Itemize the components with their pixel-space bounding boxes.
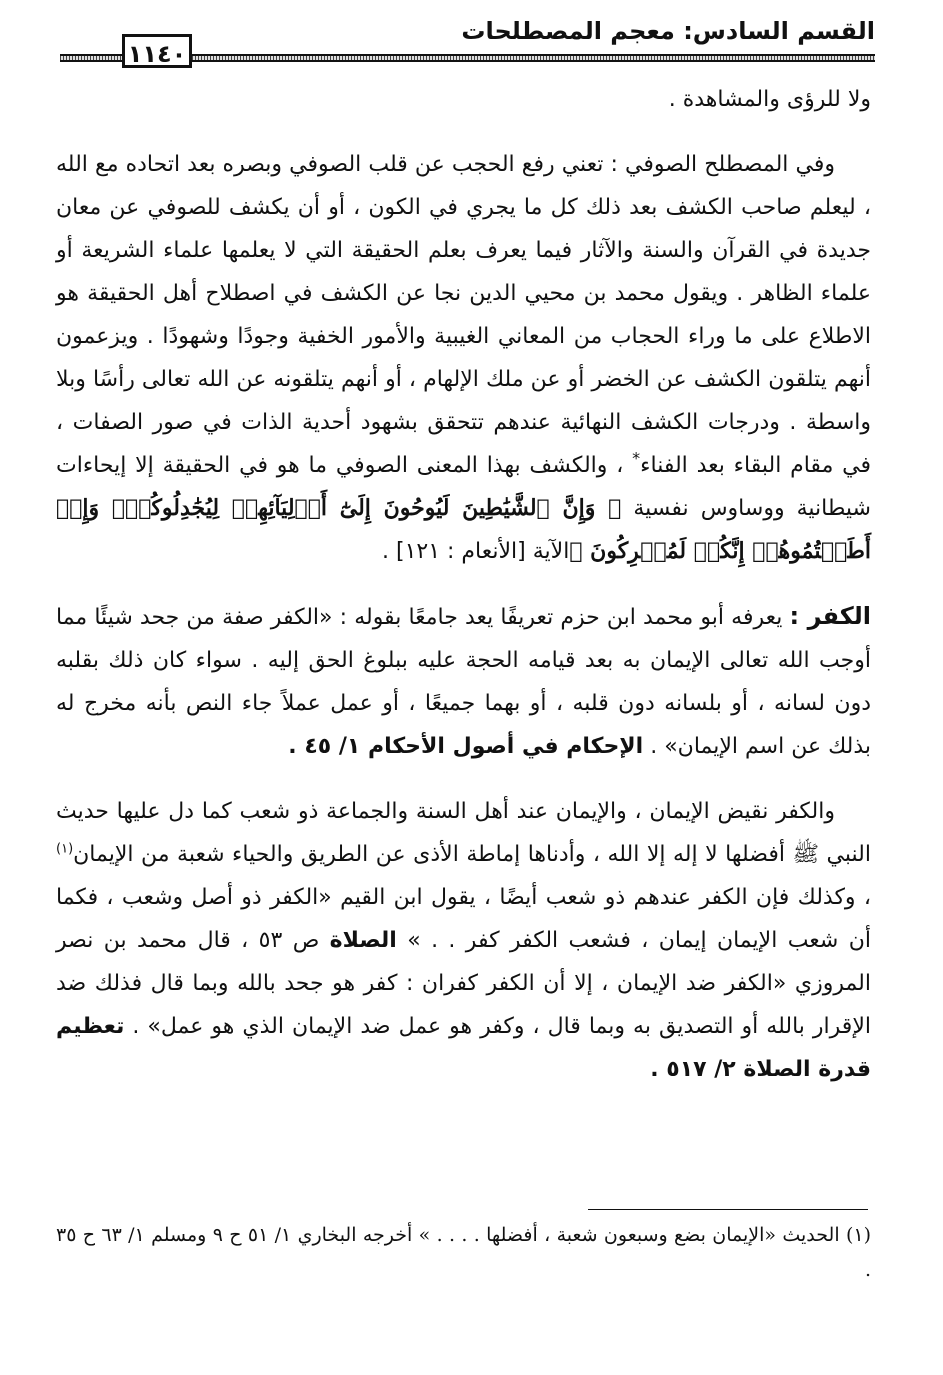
source-reference-page: ١/ ٤٥ . xyxy=(288,734,368,759)
source-reference: تعظيم قدرة الصلاة xyxy=(56,1014,871,1082)
main-text xyxy=(56,78,871,1113)
quran-verse: ﴿ وَإِنَّ ٱلشَّيَٰطِينَ لَيُوحُونَ إِلَىٰٓ أَوۡلِيَآئِهِمۡ لِيُجَٰدِلُوكُمۡۖ وَإِنۡ أَطَعۡتُمُوهُمۡ إِنَّكُمۡ لَمُشۡرِكُونَ ﴾ xyxy=(56,495,871,564)
footnote: (١) الحديث «الإيمان بضع وسبعون شعبة ، أفضلها . . . . » أخرجه البخاري ١/ ٥١ ح ٩ ومسلم ١/ ٦٣ ح ٣٥ . xyxy=(56,1224,871,1281)
page-header xyxy=(60,14,875,68)
page-number: ١١٤٠ xyxy=(122,34,192,68)
paragraph-text: والكفر نقيض الإيمان ، والإيمان عند أهل السنة والجماعة ذو شعب كما دل عليها حديث النبي ﷺ أفضلها لا إله إلا الله ، وأدناها إماطة الأذى عن الطريق والحياء شعبة من الإيمان xyxy=(56,799,871,867)
paragraph-text: ص ٥٣ ، قال محمد بن نصر المروزي «الكفر ضد الإيمان ، إلا أن الكفر كفران : كفر هو جحد بالله وبما قال فذلك ضد الإقرار بالله أو التصديق به وبما قال ، وكفر هو عمل ضد الإيمان الذي هو عمل» . xyxy=(56,928,871,1039)
paragraph-sufi-definition xyxy=(56,143,871,573)
source-reference-page: ٢/ ٥١٧ . xyxy=(650,1057,744,1082)
paragraph-text: ، وكذلك فإن الكفر عندهم ذو شعب أيضًا ، يقول ابن القيم «الكفر ذو أصل وشعب ، فكما أن شعب الإيمان إيمان ، فشعب الكفر كفر . . » xyxy=(56,885,871,953)
entry-term: الكفر : xyxy=(789,602,871,630)
paragraph-text: وفي المصطلح الصوفي : تعني رفع الحجب عن قلب الصوفي وبصره بعد اتحاده مع الله ، ليعلم صاحب الكشف بعد ذلك كل ما يجري في الكون ، أو أن يكشف للصوفي عن معان جديدة في القرآن والسنة والآثار فيما يعرف بعلم الحقيقة التي لا يعلمها علماء الشريعة أو علماء الظاهر . ويقول محمد بن محيي الدين نجا عن الكشف في اصطلاح أهل الحقيقة هو الاطلاع على ما وراء الحجاب من المعاني الغيبية والأمور الخفية وجودًا وشهودًا . ويزعمون أنهم يتلقون الكشف عن الخضر أو عن ملك الإلهام ، أو أنهم يتلقونه عن الله تعالى رأسًا وبلا واسطة . ودرجات الكشف النهائية عندهم تتحقق بشهود أحدية الذات في صور الصفات ، في مقام البقاء بعد الفناء xyxy=(56,152,872,478)
paragraph-text: ولا للرؤى والمشاهدة . xyxy=(668,87,871,112)
paragraph-text: يعرفه أبو محمد ابن حزم تعريفًا يعد جامعًا بقوله : «الكفر صفة من جحد شيئًا مما أوجب الله تعالى الإيمان به بعد قيامه الحجة عليه ببلوغ الحق إليه . سواء كان ذلك بقلبه دون لسانه ، أو بلسانه دون قلبه ، أو بهما جميعًا ، أو عمل عملاً جاء النص بأنه مخرج له بذلك عن اسم الإيمان» . xyxy=(56,605,871,759)
paragraph-text: ، والكشف بهذا المعنى الصوفي ما هو في الحقيقة إلا إيحاءات شيطانية ووساوس نفسية xyxy=(56,453,871,521)
paragraph-kufr-definition xyxy=(56,595,871,768)
source-reference: الإحكام في أصول الأحكام xyxy=(367,734,644,759)
asterisk-mark: * xyxy=(632,448,641,468)
footnote-marker[interactable]: (١) xyxy=(56,841,74,857)
section-title: القسم السادس: معجم المصطلحات xyxy=(461,17,875,45)
verse-reference: الآية [الأنعام : ١٢١] . xyxy=(382,539,570,564)
paragraph-kufr-branches xyxy=(56,790,871,1091)
paragraph-continuation xyxy=(56,78,871,121)
footnote-divider xyxy=(588,1209,868,1210)
source-reference: الصلاة xyxy=(329,928,397,953)
